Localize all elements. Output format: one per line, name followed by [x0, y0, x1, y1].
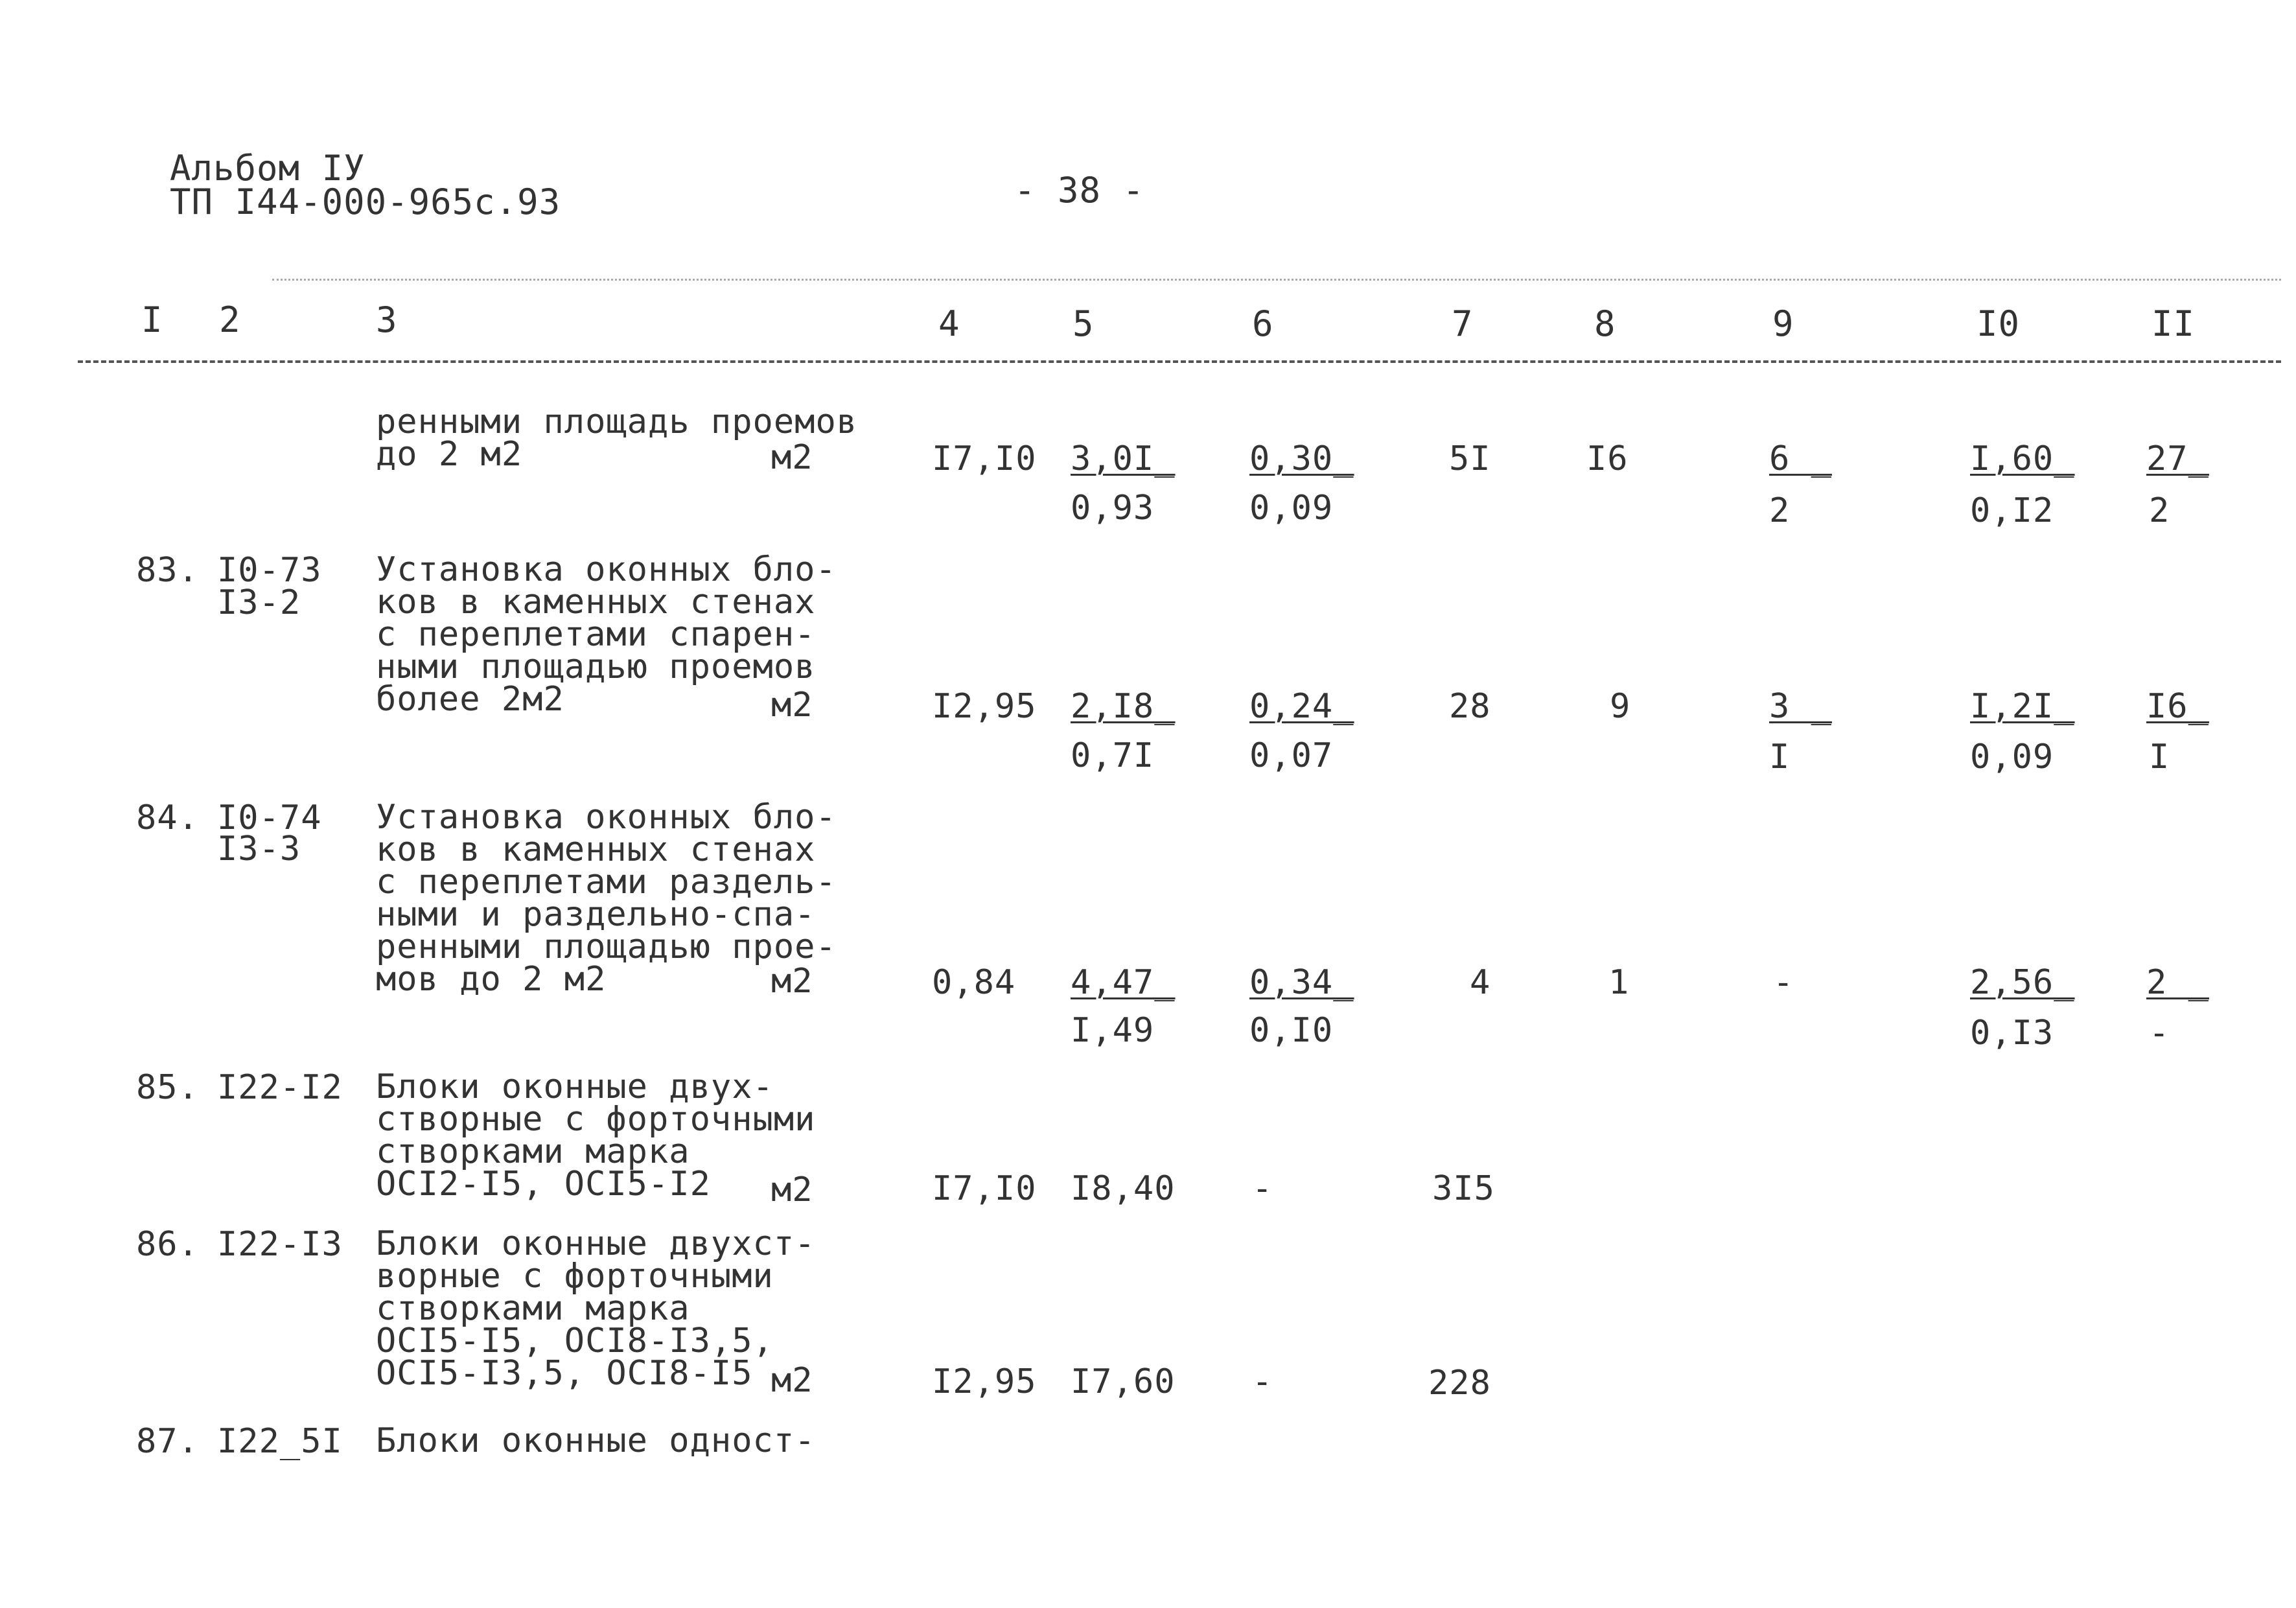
row-description-line: ренными площадью прое-: [376, 927, 837, 966]
col-header-7: 7: [1452, 303, 1474, 344]
row-col8: 9: [1610, 687, 1631, 726]
row-unit: м2: [771, 438, 813, 477]
row-col11-top: 27_: [2146, 439, 2209, 478]
col-header-11: II: [2151, 303, 2196, 344]
row-col5-bottom: I,49: [1071, 1011, 1155, 1050]
row-col7: 228: [1428, 1364, 1491, 1403]
row-col7: 4: [1470, 963, 1491, 1002]
row-col11-top: 2 _: [2146, 963, 2209, 1002]
row-col6-bottom: 0,I0: [1249, 1011, 1334, 1050]
col-header-9: 9: [1772, 303, 1794, 344]
row-col6-bottom: 0,07: [1249, 736, 1334, 775]
col-header-1: I: [141, 299, 163, 340]
row-col5-top: 3,0I_: [1071, 439, 1176, 478]
row-col6-top: 0,24_: [1249, 687, 1354, 726]
row-col5-bottom: 0,93: [1071, 489, 1155, 528]
row-col10-bottom: 0,09: [1970, 738, 2054, 776]
row-col4: I2,95: [932, 1362, 1037, 1401]
row-description-line: ОСI5-I5, ОСI8-I3,5,: [376, 1322, 774, 1360]
row-description-line: ков в каменных стенах: [376, 830, 816, 869]
row-code: I0-74: [217, 798, 322, 837]
row-col5: I8,40: [1071, 1169, 1176, 1208]
row-col5: I7,60: [1071, 1362, 1176, 1401]
row-col6-bottom: 0,09: [1249, 489, 1334, 528]
row-code: I0-73: [217, 551, 322, 590]
row-code-secondary: I3-2: [217, 583, 301, 622]
row-col4: I7,I0: [932, 439, 1037, 478]
row-number: 86.: [136, 1225, 199, 1264]
row-description-line: Установка оконных бло-: [376, 798, 837, 837]
row-description-line: Блоки оконные двухст-: [376, 1224, 816, 1263]
row-code: I22_5I: [217, 1422, 343, 1461]
row-col10-top: I,60_: [1970, 439, 2075, 478]
row-col6-top: 0,30_: [1249, 439, 1354, 478]
row-col7: 5I: [1449, 439, 1491, 478]
row-col5-top: 4,47_: [1071, 963, 1176, 1002]
row-col6-top: 0,34_: [1249, 963, 1354, 1002]
row-description-line: с переплетами спарен-: [376, 615, 816, 654]
project-code: ТП I44-000-965с.93: [170, 181, 561, 222]
row-col11-bottom: I: [2149, 738, 2170, 776]
col-header-8: 8: [1594, 303, 1616, 344]
col-header-4: 4: [938, 303, 960, 344]
row-col8: 1: [1608, 963, 1630, 1002]
row-col7: 28: [1449, 687, 1491, 726]
page-number: - 38 -: [1014, 170, 1145, 211]
row-description-line: более 2м2: [376, 680, 564, 719]
row-description-line: ков в каменных стенах: [376, 583, 816, 622]
col-header-10: I0: [1977, 303, 2021, 344]
row-col11-top: I6_: [2146, 687, 2209, 726]
row-code: I22-I2: [217, 1068, 343, 1107]
row-col4: 0,84: [932, 963, 1016, 1002]
row-unit: м2: [771, 1361, 813, 1400]
row-description-line: ными и раздельно-спа-: [376, 895, 816, 934]
row-number: 84.: [136, 798, 199, 837]
row-col11-bottom: 2: [2149, 491, 2170, 530]
row-col5-bottom: 0,7I: [1071, 736, 1155, 775]
row-unit: м2: [771, 686, 813, 725]
row-description-line: створками марка: [376, 1132, 690, 1171]
row-description-line: ренными площадь проемов: [376, 402, 858, 441]
col-header-2: 2: [219, 299, 241, 340]
top-dotted-rule: [272, 279, 2281, 281]
row-unit: м2: [771, 1171, 813, 1209]
row-unit: м2: [771, 962, 813, 1001]
row-col9-top: 6 _: [1769, 439, 1832, 478]
row-description-line: мов до 2 м2: [376, 960, 607, 999]
row-number: 83.: [136, 551, 199, 590]
col-header-5: 5: [1073, 303, 1095, 344]
row-description-line: ОСI5-I3,5, ОСI8-I5: [376, 1354, 753, 1393]
row-col10-top: I,2I_: [1970, 687, 2075, 726]
row-col9-bottom: 2: [1769, 491, 1791, 530]
row-col9-bottom: I: [1769, 738, 1791, 776]
row-col7: 3I5: [1432, 1169, 1495, 1208]
row-col10-bottom: 0,I2: [1970, 491, 2054, 530]
row-code: I22-I3: [217, 1225, 343, 1264]
header-separator-line: [78, 360, 2281, 363]
row-description-line: створные с форточными: [376, 1100, 816, 1139]
row-description-line: до 2 м2: [376, 435, 523, 474]
row-description-line: Установка оконных бло-: [376, 550, 837, 589]
row-col6: -: [1252, 1169, 1273, 1208]
row-description-line: Блоки оконные одност-: [376, 1421, 816, 1460]
col-header-6: 6: [1252, 303, 1274, 344]
row-number: 85.: [136, 1068, 199, 1107]
row-description-line: с переплетами раздель-: [376, 863, 837, 902]
row-col5-top: 2,I8_: [1071, 687, 1176, 726]
row-col10-bottom: 0,I3: [1970, 1014, 2054, 1053]
row-col4: I2,95: [932, 687, 1037, 726]
row-description-line: ОСI2-I5, ОСI5-I2: [376, 1165, 711, 1204]
row-col9-top: -: [1773, 963, 1794, 1002]
row-description-line: ворные с форточными: [376, 1257, 774, 1296]
row-col10-top: 2,56_: [1970, 963, 2075, 1002]
row-col11-bottom: -: [2149, 1014, 2170, 1053]
row-code-secondary: I3-3: [217, 830, 301, 868]
row-col9-top: 3 _: [1769, 687, 1832, 726]
row-col4: I7,I0: [932, 1169, 1037, 1208]
row-col8: I6: [1586, 439, 1629, 478]
row-description-line: Блоки оконные двух-: [376, 1067, 774, 1106]
album-label: Альбом IУ: [170, 148, 365, 189]
col-header-3: 3: [376, 299, 398, 340]
row-description-line: ными площадью проемов: [376, 647, 816, 686]
row-number: 87.: [136, 1422, 199, 1461]
row-col6: -: [1252, 1362, 1273, 1401]
row-description-line: створками марка: [376, 1289, 690, 1328]
